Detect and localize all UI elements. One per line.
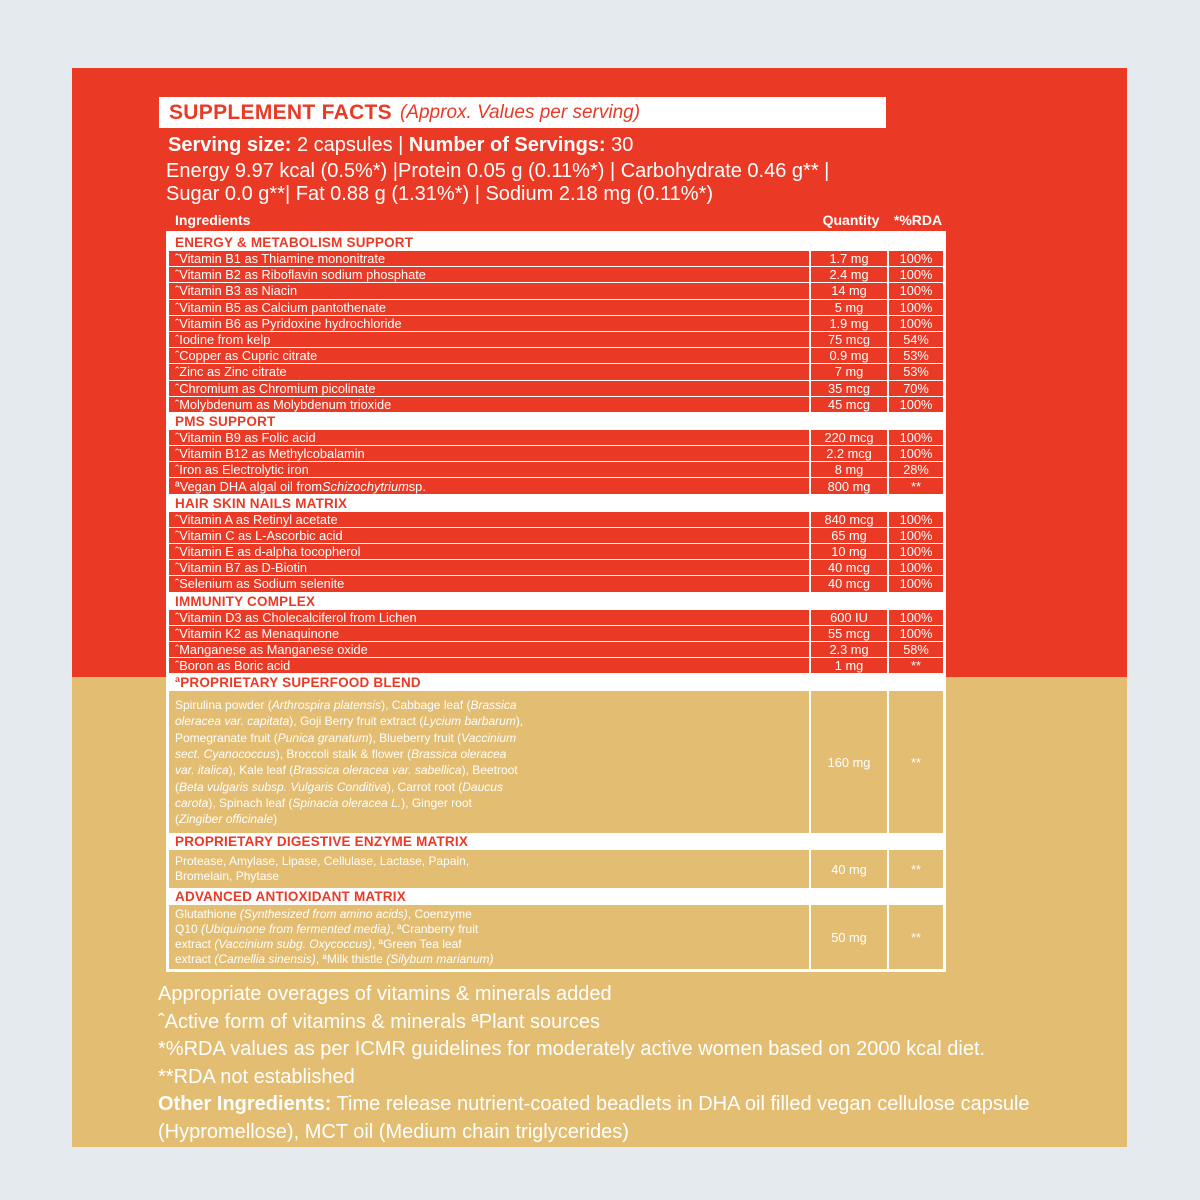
table-row — [169, 658, 943, 674]
section-header-pms: PMS SUPPORT — [169, 413, 943, 430]
label-title-note: (Approx. Values per serving) — [399, 101, 641, 123]
quantity-cell: 55 mcg — [809, 626, 887, 641]
column-headers — [166, 212, 946, 228]
rda-cell: 28% — [887, 462, 943, 477]
table-row — [169, 544, 943, 560]
ingredient-cell: ˆSelenium as Sodium selenite — [175, 576, 345, 592]
rda-cell: 100% — [887, 560, 943, 575]
rda-cell: 100% — [887, 283, 943, 298]
quantity-cell: 35 mcg — [809, 381, 887, 396]
quantity-cell: 14 mg — [809, 283, 887, 298]
column-header-rda: *%RDA — [893, 212, 943, 228]
table-row — [169, 251, 943, 267]
ingredient-cell: ˆChromium as Chromium picolinate — [175, 380, 376, 396]
footnotes — [158, 981, 1123, 1146]
ingredient-cell: ˆVitamin B5 as Calcium pantothenate — [175, 299, 387, 315]
quantity-cell: 1.9 mg — [809, 316, 887, 331]
other-ingredients — [158, 1091, 1123, 1119]
facts-table — [166, 231, 946, 972]
quantity-cell: 40 mg — [809, 850, 887, 888]
ingredient-cell: ˆBoron as Boric acid — [175, 658, 291, 674]
table-row — [169, 610, 943, 626]
ingredient-cell: ˆCopper as Cupric citrate — [175, 348, 318, 364]
table-row — [169, 283, 943, 299]
table-row — [169, 850, 943, 888]
table-row — [169, 348, 943, 364]
ingredient-cell: ˆVitamin K2 as Menaquinone — [175, 625, 340, 641]
table-row — [169, 478, 943, 494]
quantity-cell: 2.3 mg — [809, 642, 887, 657]
column-header-quantity: Quantity — [822, 212, 880, 228]
quantity-cell: 2.2 mcg — [809, 446, 887, 461]
footnote-active: ˆActive form of vitamins & minerals ªPlant sources — [158, 1010, 600, 1033]
rda-cell: ** — [887, 691, 943, 833]
ingredient-cell: ˆIron as Electrolytic iron — [175, 462, 309, 478]
table-row — [169, 560, 943, 576]
title-bar — [159, 97, 886, 128]
quantity-cell: 1 mg — [809, 658, 887, 673]
table-row — [169, 576, 943, 592]
ingredient-cell: ˆVitamin B7 as D-Biotin — [175, 560, 308, 576]
rda-cell: 100% — [887, 430, 943, 445]
other-ingredients-line2: (Hypromellose), MCT oil (Medium chain triglycerides) — [158, 1120, 629, 1143]
section-header-hair: HAIR SKIN NAILS MATRIX — [169, 495, 943, 512]
quantity-cell: 840 mcg — [809, 512, 887, 527]
rda-cell: ** — [887, 905, 943, 969]
rda-cell: 70% — [887, 381, 943, 396]
rda-cell: 100% — [887, 528, 943, 543]
quantity-cell: 75 mcg — [809, 332, 887, 347]
quantity-cell: 600 IU — [809, 610, 887, 625]
serving-size-value: 2 capsules | — [291, 134, 409, 156]
table-row — [169, 642, 943, 658]
rda-cell: 100% — [887, 610, 943, 625]
ingredient-cell: Protease, Amylase, Lipase, Cellulase, Lactase, Papain, Bromelain, Phytase — [175, 853, 470, 884]
serving-size-label: Serving size: — [168, 134, 292, 156]
footnote-rda-ne: **RDA not established — [158, 1065, 355, 1088]
quantity-cell: 65 mg — [809, 528, 887, 543]
rda-cell: ** — [887, 658, 943, 673]
quantity-cell: 0.9 mg — [809, 348, 887, 363]
ingredient-cell: ˆVitamin B3 as Niacin — [175, 283, 298, 299]
table-row — [169, 905, 943, 969]
rda-cell: 53% — [887, 364, 943, 379]
quantity-cell: 5 mg — [809, 300, 887, 315]
section-header-superfood: ªPROPRIETARY SUPERFOOD BLEND — [169, 674, 943, 691]
ingredient-cell: ˆIodine from kelp — [175, 332, 271, 348]
ingredient-cell: ˆVitamin B2 as Riboflavin sodium phosphate — [175, 267, 426, 283]
ingredient-cell: ˆZinc as Zinc citrate — [175, 364, 287, 380]
rda-cell: 100% — [887, 251, 943, 266]
ingredient-cell: ˆVitamin B6 as Pyridoxine hydrochloride — [175, 315, 402, 331]
rda-cell: 100% — [887, 576, 943, 591]
rda-cell: ** — [887, 478, 943, 493]
table-row — [169, 446, 943, 462]
table-row — [169, 397, 943, 413]
ingredient-cell: ˆVitamin D3 as Cholecalciferol from Lichen — [175, 609, 417, 625]
ingredient-cell: ˆVitamin B12 as Methylcobalamin — [175, 446, 365, 462]
quantity-cell: 40 mcg — [809, 576, 887, 591]
label-title: SUPPLEMENT FACTS — [169, 100, 392, 124]
section-header-immunity: IMMUNITY COMPLEX — [169, 593, 943, 610]
quantity-cell: 2.4 mg — [809, 267, 887, 282]
quantity-cell: 220 mcg — [809, 430, 887, 445]
quantity-cell: 10 mg — [809, 544, 887, 559]
ingredient-cell: Glutathione (Synthesized from amino acids), Coenzyme Q10 (Ubiquinone from fermented media), ªCranberry fruit extract (Vaccinium subg. Oxycoccus), ªGreen Tea leaf extract (Camellia sinensis), ªMilk thistle (Silybum marianum) — [175, 907, 494, 967]
quantity-cell: 800 mg — [809, 478, 887, 493]
ingredient-cell: ˆManganese as Manganese oxide — [175, 642, 368, 658]
rda-cell: 100% — [887, 267, 943, 282]
rda-cell: 100% — [887, 446, 943, 461]
rda-cell: 54% — [887, 332, 943, 347]
serving-info — [168, 134, 1127, 157]
quantity-cell: 8 mg — [809, 462, 887, 477]
ingredient-cell: ˆVitamin B9 as Folic acid — [175, 429, 316, 445]
column-header-ingredients: Ingredients — [175, 212, 251, 228]
rda-cell: 58% — [887, 642, 943, 657]
ingredient-cell: ˆMolybdenum as Molybdenum trioxide — [175, 396, 392, 412]
ingredient-cell: ˆVitamin B1 as Thiamine mononitrate — [175, 251, 386, 267]
rda-cell: ** — [887, 850, 943, 888]
rda-cell: 100% — [887, 626, 943, 641]
rda-cell: 53% — [887, 348, 943, 363]
table-row — [169, 528, 943, 544]
ingredient-cell: Spirulina powder (Arthrospira platensis), Cabbage leaf (Brassica oleracea var. capitata), Goji Berry fruit extract (Lycium barbarum), Pomegranate fruit (Punica granatum), Blueberry fruit (Vaccinium sect. Cyanococcus), Broccoli stalk & flower (Brassica oleracea var. italica), Kale leaf (Brassica oleracea var. sabellica), Beetroot (Beta vulgaris subsp. Vulgaris Conditiva), Carrot root (Daucus carota), Spinach leaf (Spinacia oleracea L.), Ginger root (Zingiber officinale) — [175, 698, 524, 827]
rda-cell: 100% — [887, 300, 943, 315]
table-row — [169, 430, 943, 446]
macro-summary — [166, 160, 1127, 205]
rda-cell: 100% — [887, 544, 943, 559]
servings-count-value: 30 — [605, 134, 634, 156]
ingredient-cell: ˆVitamin C as L-Ascorbic acid — [175, 527, 343, 543]
macro-line-1: Energy 9.97 kcal (0.5%*) |Protein 0.05 g (0.11%*) | Carbohydrate 0.46 g** | — [166, 160, 830, 182]
footnote-overages: Appropriate overages of vitamins & minerals added — [158, 983, 612, 1006]
rda-cell: 100% — [887, 397, 943, 412]
servings-count-label: Number of Servings: — [408, 134, 606, 156]
table-row — [169, 364, 943, 380]
footnote-rda: *%RDA values as per ICMR guidelines for moderately active women based on 2000 kcal diet. — [158, 1038, 986, 1061]
quantity-cell: 1.7 mg — [809, 251, 887, 266]
other-ingredients-label: Other Ingredients: — [158, 1093, 332, 1116]
label-content — [72, 97, 1127, 1146]
ingredient-cell: ªVegan DHA algal oil from Schizochytrium sp. — [175, 478, 426, 494]
section-header-enzyme: PROPRIETARY DIGESTIVE ENZYME MATRIX — [169, 833, 943, 850]
quantity-cell: 7 mg — [809, 364, 887, 379]
section-header-energy: ENERGY & METABOLISM SUPPORT — [169, 234, 943, 251]
table-row — [169, 462, 943, 478]
rda-cell: 100% — [887, 316, 943, 331]
table-row — [169, 626, 943, 642]
table-row — [169, 332, 943, 348]
quantity-cell: 160 mg — [809, 691, 887, 833]
rda-cell: 100% — [887, 512, 943, 527]
quantity-cell: 40 mcg — [809, 560, 887, 575]
table-row — [169, 381, 943, 397]
ingredient-cell: ˆVitamin A as Retinyl acetate — [175, 511, 338, 527]
section-header-antioxidant: ADVANCED ANTIOXIDANT MATRIX — [169, 888, 943, 905]
other-ingredients-text: Time release nutrient-coated beadlets in DHA oil filled vegan cellulose capsule — [331, 1093, 1030, 1116]
table-row — [169, 691, 943, 833]
table-row — [169, 267, 943, 283]
table-row — [169, 316, 943, 332]
table-row — [169, 512, 943, 528]
quantity-cell: 45 mcg — [809, 397, 887, 412]
ingredient-cell: ˆVitamin E as d-alpha tocopherol — [175, 544, 361, 560]
quantity-cell: 50 mg — [809, 905, 887, 969]
supplement-label — [72, 68, 1127, 1147]
macro-line-2: Sugar 0.0 g**| Fat 0.88 g (1.31%*) | Sodium 2.18 mg (0.11%*) — [166, 182, 713, 205]
table-row — [169, 300, 943, 316]
